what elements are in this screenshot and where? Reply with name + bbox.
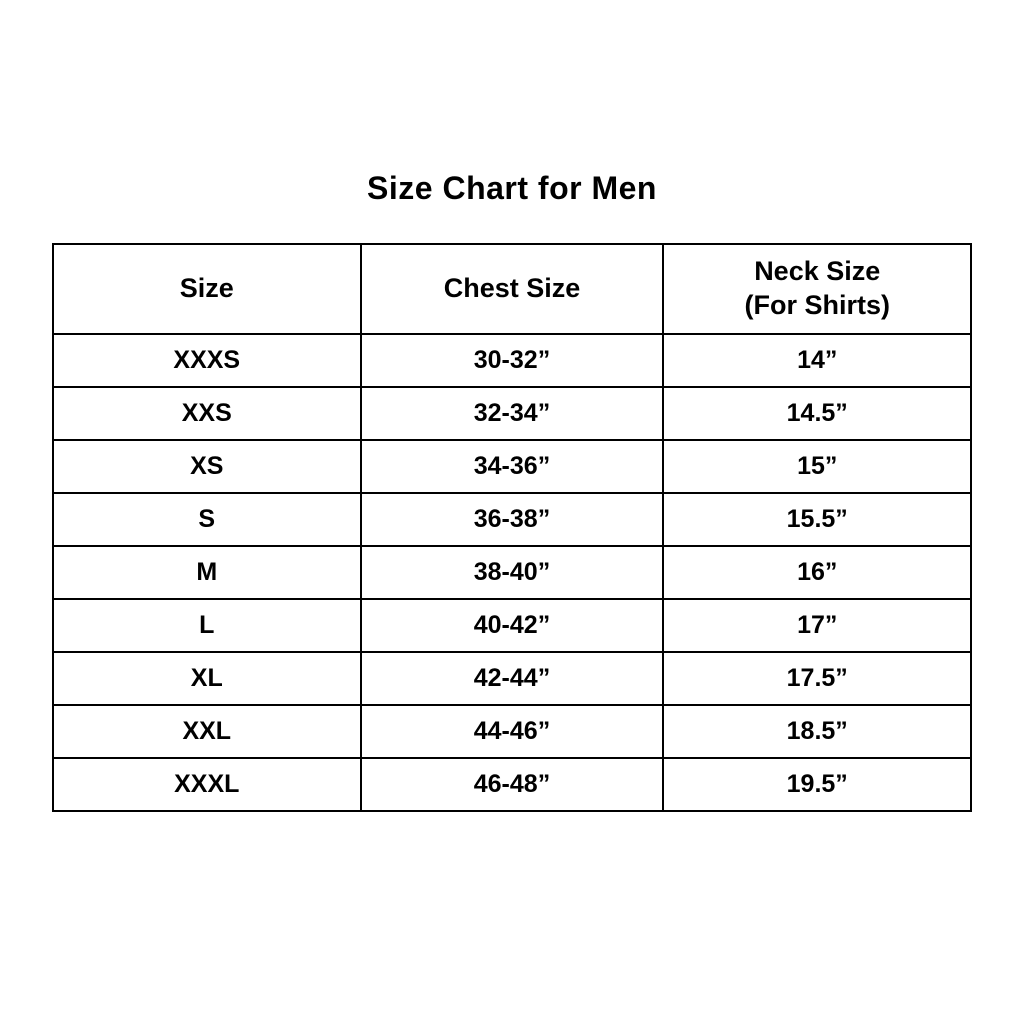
table-row xyxy=(53,758,971,811)
table-row xyxy=(53,334,971,387)
neck-size-cell: 19.5” xyxy=(663,758,971,811)
table-row xyxy=(53,440,971,493)
header-chest-size-label: Chest Size xyxy=(443,273,581,304)
size-cell: XL xyxy=(53,652,361,705)
neck-size-cell: 14” xyxy=(663,334,971,387)
size-cell: XS xyxy=(53,440,361,493)
size-cell: XXXL xyxy=(53,758,361,811)
header-chest-size xyxy=(361,244,664,334)
size-cell: M xyxy=(53,546,361,599)
table-row xyxy=(53,387,971,440)
size-cell: XXS xyxy=(53,387,361,440)
chest-size-cell: 44-46” xyxy=(361,705,664,758)
chest-size-cell: 46-48” xyxy=(361,758,664,811)
neck-size-cell: 15” xyxy=(663,440,971,493)
table-row xyxy=(53,493,971,546)
header-size-label: Size xyxy=(179,273,234,304)
page-title: Size Chart for Men xyxy=(367,170,657,206)
chest-size-cell: 40-42” xyxy=(361,599,664,652)
size-cell: S xyxy=(53,493,361,546)
chest-size-cell: 32-34” xyxy=(361,387,664,440)
neck-size-cell: 18.5” xyxy=(663,705,971,758)
chest-size-cell: 36-38” xyxy=(361,493,664,546)
table-row xyxy=(53,546,971,599)
size-cell: L xyxy=(53,599,361,652)
header-size xyxy=(53,244,361,334)
chest-size-cell: 42-44” xyxy=(361,652,664,705)
neck-size-cell: 15.5” xyxy=(663,493,971,546)
table-row xyxy=(53,599,971,652)
chest-size-cell: 30-32” xyxy=(361,334,664,387)
table-row xyxy=(53,705,971,758)
table-row xyxy=(53,652,971,705)
neck-size-cell: 16” xyxy=(663,546,971,599)
neck-size-cell: 14.5” xyxy=(663,387,971,440)
chest-size-cell: 38-40” xyxy=(361,546,664,599)
size-chart-table xyxy=(52,243,972,812)
header-neck-size xyxy=(663,244,971,334)
header-neck-size-sublabel: (For Shirts) xyxy=(744,290,890,320)
size-cell: XXL xyxy=(53,705,361,758)
size-cell: XXXS xyxy=(53,334,361,387)
neck-size-cell: 17.5” xyxy=(663,652,971,705)
table-header-row xyxy=(53,244,971,334)
neck-size-cell: 17” xyxy=(663,599,971,652)
header-neck-size-label: Neck Size xyxy=(754,256,881,287)
chest-size-cell: 34-36” xyxy=(361,440,664,493)
